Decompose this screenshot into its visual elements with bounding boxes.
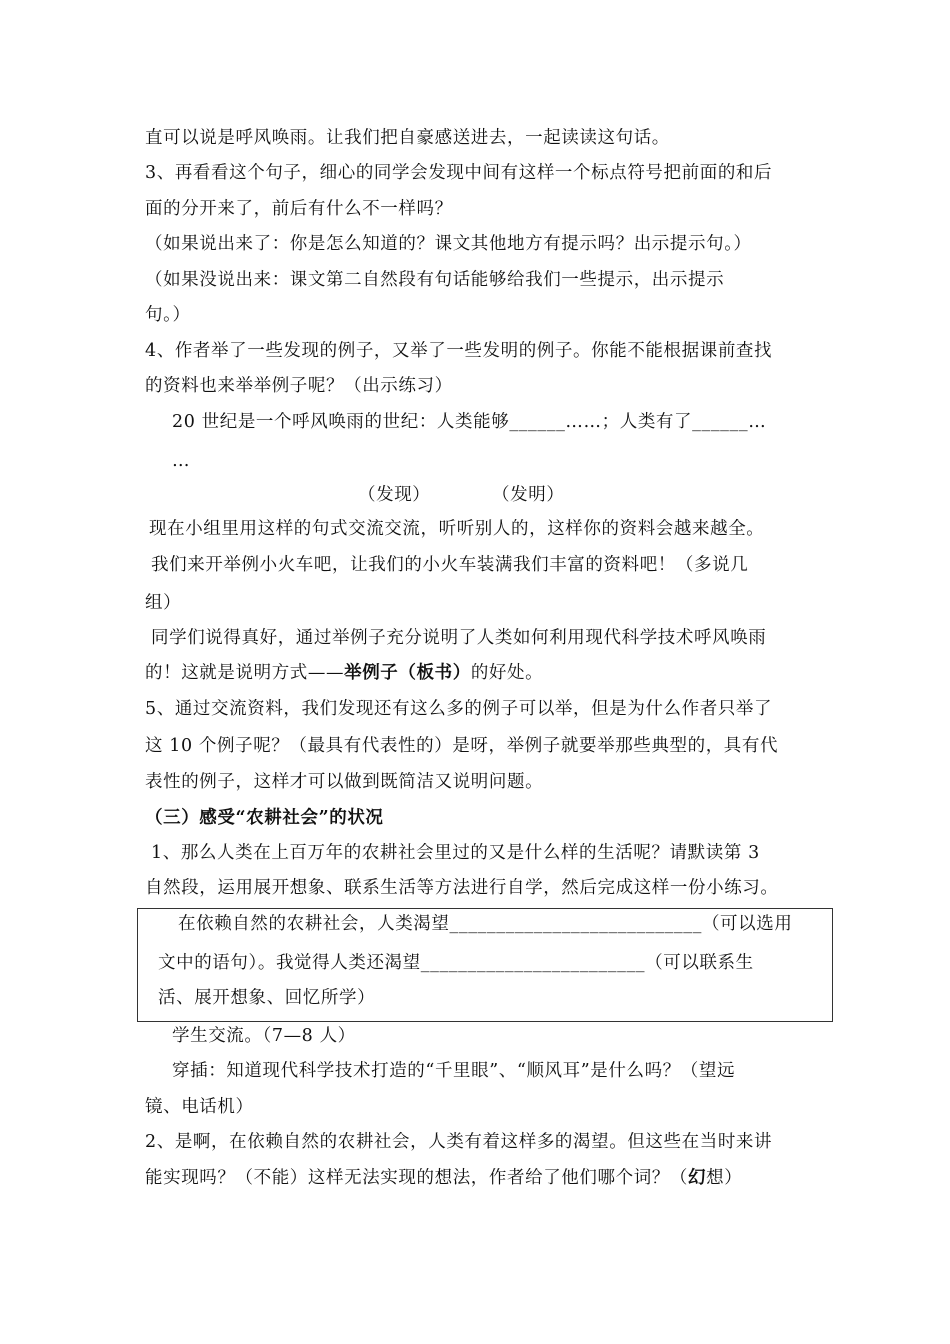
text-line: 穿插：知道现代科学技术打造的“千里眼”、“顺风耳”是什么吗？（望远 xyxy=(172,1061,736,1081)
text-run: 能实现吗？（不能）这样无法实现的想法，作者给了他们哪个词？（ xyxy=(145,1168,688,1188)
text-line: 2、是啊，在依赖自然的农耕社会，人类有着这样多的渴望。但这些在当时来讲 xyxy=(145,1132,773,1152)
text-line: （如果说出来了：你是怎么知道的？课文其他地方有提示吗？出示提示句。） xyxy=(145,234,752,254)
text-line: … xyxy=(172,451,191,471)
text-line: 表性的例子，这样才可以做到既简洁又说明问题。 xyxy=(145,772,544,792)
text-line: 的资料也来举举例子呢？（出示练习） xyxy=(145,376,453,396)
text-line: 3、再看看这个句子，细心的同学会发现中间有这样一个标点符号把前面的和后 xyxy=(145,163,773,183)
text-line: 组） xyxy=(145,593,182,613)
text-line: 我们来开举例小火车吧，让我们的小火车装满我们丰富的资料吧！（多说几 xyxy=(151,555,749,575)
text-line: 直可以说是呼风唤雨。让我们把自豪感送进去，一起读读这句话。 xyxy=(145,128,670,148)
section-heading: （三）感受“农耕社会”的状况 xyxy=(145,808,384,828)
text-line: 面的分开来了，前后有什么不一样吗？ xyxy=(145,199,453,219)
exercise-line: 文中的语句）。我觉得人类还渴望________________________（可以联系生 xyxy=(158,953,754,973)
text-line: 现在小组里用这样的句式交流交流，听听别人的，这样你的资料会越来越全。 xyxy=(149,519,765,539)
text-run: 的好处。 xyxy=(470,663,544,683)
text-line: 句。） xyxy=(145,305,191,325)
text-line: 这 10 个例子呢？（最具有代表性的）是呀，举例子就要举那些典型的，具有代 xyxy=(145,736,779,756)
text-line: （发现） （发明） xyxy=(358,485,565,505)
bold-text-run: 幻 xyxy=(688,1168,707,1188)
text-line: 20 世纪是一个呼风唤雨的世纪：人类能够______……；人类有了______… xyxy=(172,412,767,432)
text-run: 的！这就是说明方式—— xyxy=(145,663,345,683)
exercise-line: 活、展开想象、回忆所学） xyxy=(158,988,376,1008)
text-run: 想） xyxy=(706,1168,743,1188)
text-line: 自然段，运用展开想象、联系生活等方法进行自学，然后完成这样一份小练习。 xyxy=(145,878,779,898)
bold-text-run: 举例子（板书） xyxy=(344,663,471,683)
text-line: （如果没说出来：课文第二自然段有句话能够给我们一些提示，出示提示 xyxy=(145,270,725,290)
text-line: 镜、电话机） xyxy=(145,1097,254,1117)
text-line: 4、作者举了一些发现的例子，又举了一些发明的例子。你能不能根据课前查找 xyxy=(145,341,773,361)
text-line: 学生交流。（7—8 人） xyxy=(172,1026,356,1046)
exercise-line: 在依赖自然的农耕社会，人类渴望___________________________（可以选用 xyxy=(178,914,793,934)
text-line xyxy=(145,1166,742,1190)
text-line xyxy=(145,661,543,685)
text-line: 1、那么人类在上百万年的农耕社会里过的又是什么样的生活呢？请默读第 3 xyxy=(151,843,760,863)
text-line: 5、通过交流资料，我们发现还有这么多的例子可以举，但是为什么作者只举了 xyxy=(145,699,773,719)
text-line: 同学们说得真好，通过举例子充分说明了人类如何利用现代科学技术呼风唤雨 xyxy=(151,628,767,648)
